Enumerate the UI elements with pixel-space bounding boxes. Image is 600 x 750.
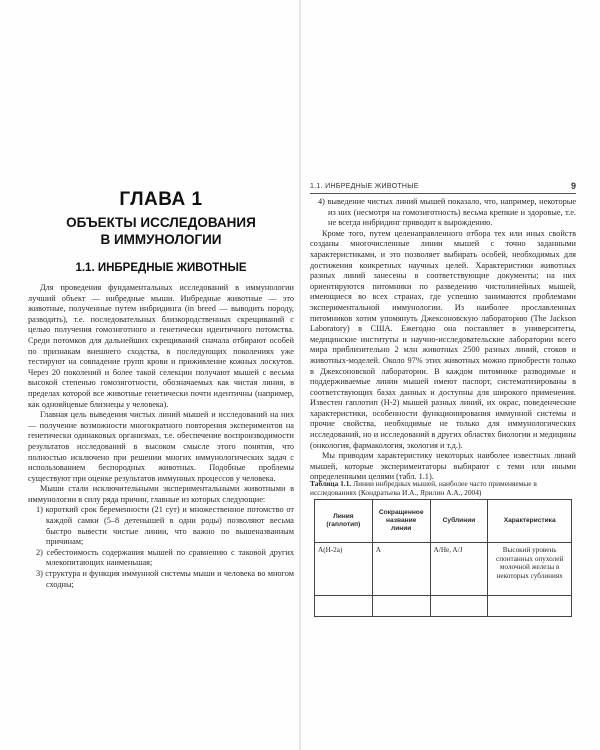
left-page: [28, 0, 294, 750]
running-head: [310, 183, 576, 194]
table-cell-characteristic: Высокий уровень спонтанных опухолей молочной железы в некоторых сублиниях: [488, 543, 572, 596]
table-header-cell: Линия (гаплотип): [315, 500, 373, 543]
table-caption: [310, 479, 576, 497]
list-item: 3) структура и функция иммунной системы мыши и человека во многом сходны;: [36, 569, 294, 589]
table-row: [315, 543, 572, 596]
table-caption-label: Таблица 1.1.: [310, 479, 352, 488]
table-cell-sublines: A/He, A/J: [430, 543, 488, 596]
paragraph: Главная цель выведения чистых линий мышей и исследований на них — получение возможности многократного повторения экспериментов на генетически одинаковых организмах, т.е. обеспечение воспроизводимости результатов исследований в высоком смысле этого понятия, что полностью исключено при решении многих иммунологических задач с использованием беспородных животных. Подобные проблемы существуют при оценке результатов иммунных процессов у человека.: [28, 410, 294, 483]
chapter-title: [28, 214, 294, 248]
book-fold: [299, 0, 301, 750]
chapter-title-line1: ОБЪЕКТЫ ИССЛЕДОВАНИЯ: [66, 215, 256, 230]
table-cell-abbr: A: [372, 543, 430, 596]
table-caption-text: Линии инбредных мышей, наиболее часто применяемые в исследованиях (Кондратьева И.А., Ярилин А.А., 2004): [310, 479, 537, 497]
table-header-cell: Характеристика: [488, 500, 572, 543]
table-header-cell: Сублинии: [430, 500, 488, 543]
section-title: 1.1. ИНБРЕДНЫЕ ЖИВОТНЫЕ: [75, 262, 247, 274]
list-item: 4) выведение чистых линий мышей показало, что, например, некоторые из них (несмотря на гомозиготность) весьма крепкие и здоровые, т.е. не всегда инбридинг приводит к вырождению.: [318, 197, 576, 228]
table-header-row: [315, 500, 572, 543]
table-header-cell: Сокращенное название линии: [372, 500, 430, 543]
paragraph: Кроме того, путем целенаправленного отбора тех или иных свойств созданы многочисленные линии мышей с точно заданными характеристиками, и это позволяет выбирать особей, необходимых для достижения конкретных научных целей. Характеристики животных разных линий занесены в соответствующие документы; на них ориентируются питомники по разведению чистолинейных мышей, имеющиеся во всех странах, где успешно занимаются проблемами экспериментальной иммунологии. Из наиболее прославленных питомников хотим упомянуть Джексоновскую лабораторию (The Jackson Laboratory) в США. Ежегодно она поставляет в университеты, медицинские институты и научно-исследовательские лаборатории всего мира приблизительно 2 млн животных 2500 разных линий, стоков и животных-моделей. Около 97% этих животных можно приобрести только в Джексоновской лаборатории. В каждом питомнике разводимые и поддерживаемые линии мышей имеют паспорт, систематизированы в соответствующих базах данных и доступны для широкого применения. Известен гаплотип (Н-2) мышей разных линий, их окрас, поведенческие характеристики, особенности функционирования иммунной системы и прочие свойства, необходимые не только для иммунологических исследований, но и исследований в других областях биологии и медицины (онкология, фармакология, экология и т.д.).: [310, 228, 576, 450]
paragraph: Для проведения фундаментальных исследований в иммунологии лучший объект — инбредные мыши. Инбредные животные — это животные, полученные путем инбридинга (in breed — выводить породу, разводить), т.е. последовательных близкородственных скрещиваний с целью получения гомозиготного и генетически идентичного потомства. Среди потомков для дальнейших скрещиваний сначала отбирают особей по признакам внешнего сходства, в последующих поколениях уже тестируют на совпадение групп крови и приживление кожных лоскутов. Через 20 поколений и более такой селекции получают мышей с весьма высокой степенью гомозиготности, обозначаемых как чистая линия, в пределах которой все животные генетически почти идентичны (например, как однояйцевые близнецы у человека).: [28, 283, 294, 409]
table-cell-empty: [372, 596, 430, 617]
paragraph: Мы приводим характеристику некоторых наиболее известных линий мышей, которые экспериментаторы выбирают с теми или иными определенными целями (табл. 1.1).: [310, 451, 576, 482]
page-number: 9: [570, 181, 576, 191]
reasons-list: [28, 505, 294, 590]
running-head-title: 1.1. ИНБРЕДНЫЕ ЖИВОТНЫЕ: [310, 183, 419, 190]
table-row-continuation: [315, 596, 572, 617]
chapter-number: ГЛАВА 1: [119, 189, 203, 210]
left-body-text: [28, 283, 294, 590]
right-body-text: [310, 197, 576, 483]
paragraph: Мыши стали исключительными экспериментальными животными в иммунологии в силу ряда причин, главные из которых следующие:: [28, 484, 294, 504]
mouse-lines-table: [314, 499, 572, 617]
list-item: 2) себестоимость содержания мышей по сравнению с таковой других млекопитающих наименьшая;: [36, 547, 294, 568]
list-item: 1) короткий срок беременности (21 сут) и множественное потомство от каждой самки (5–8 детенышей в одни роды) позволяют весьма быстро вывести чистые линии, что важно по вышеназванным причинам;: [36, 505, 294, 547]
chapter-title-line2: В ИММУНОЛОГИИ: [100, 232, 222, 247]
right-page: [310, 0, 576, 750]
table-cell-empty: [430, 596, 488, 617]
table-cell-line: A(H-2a): [315, 543, 373, 596]
table-cell-empty: [488, 596, 572, 617]
table-cell-empty: [315, 596, 373, 617]
